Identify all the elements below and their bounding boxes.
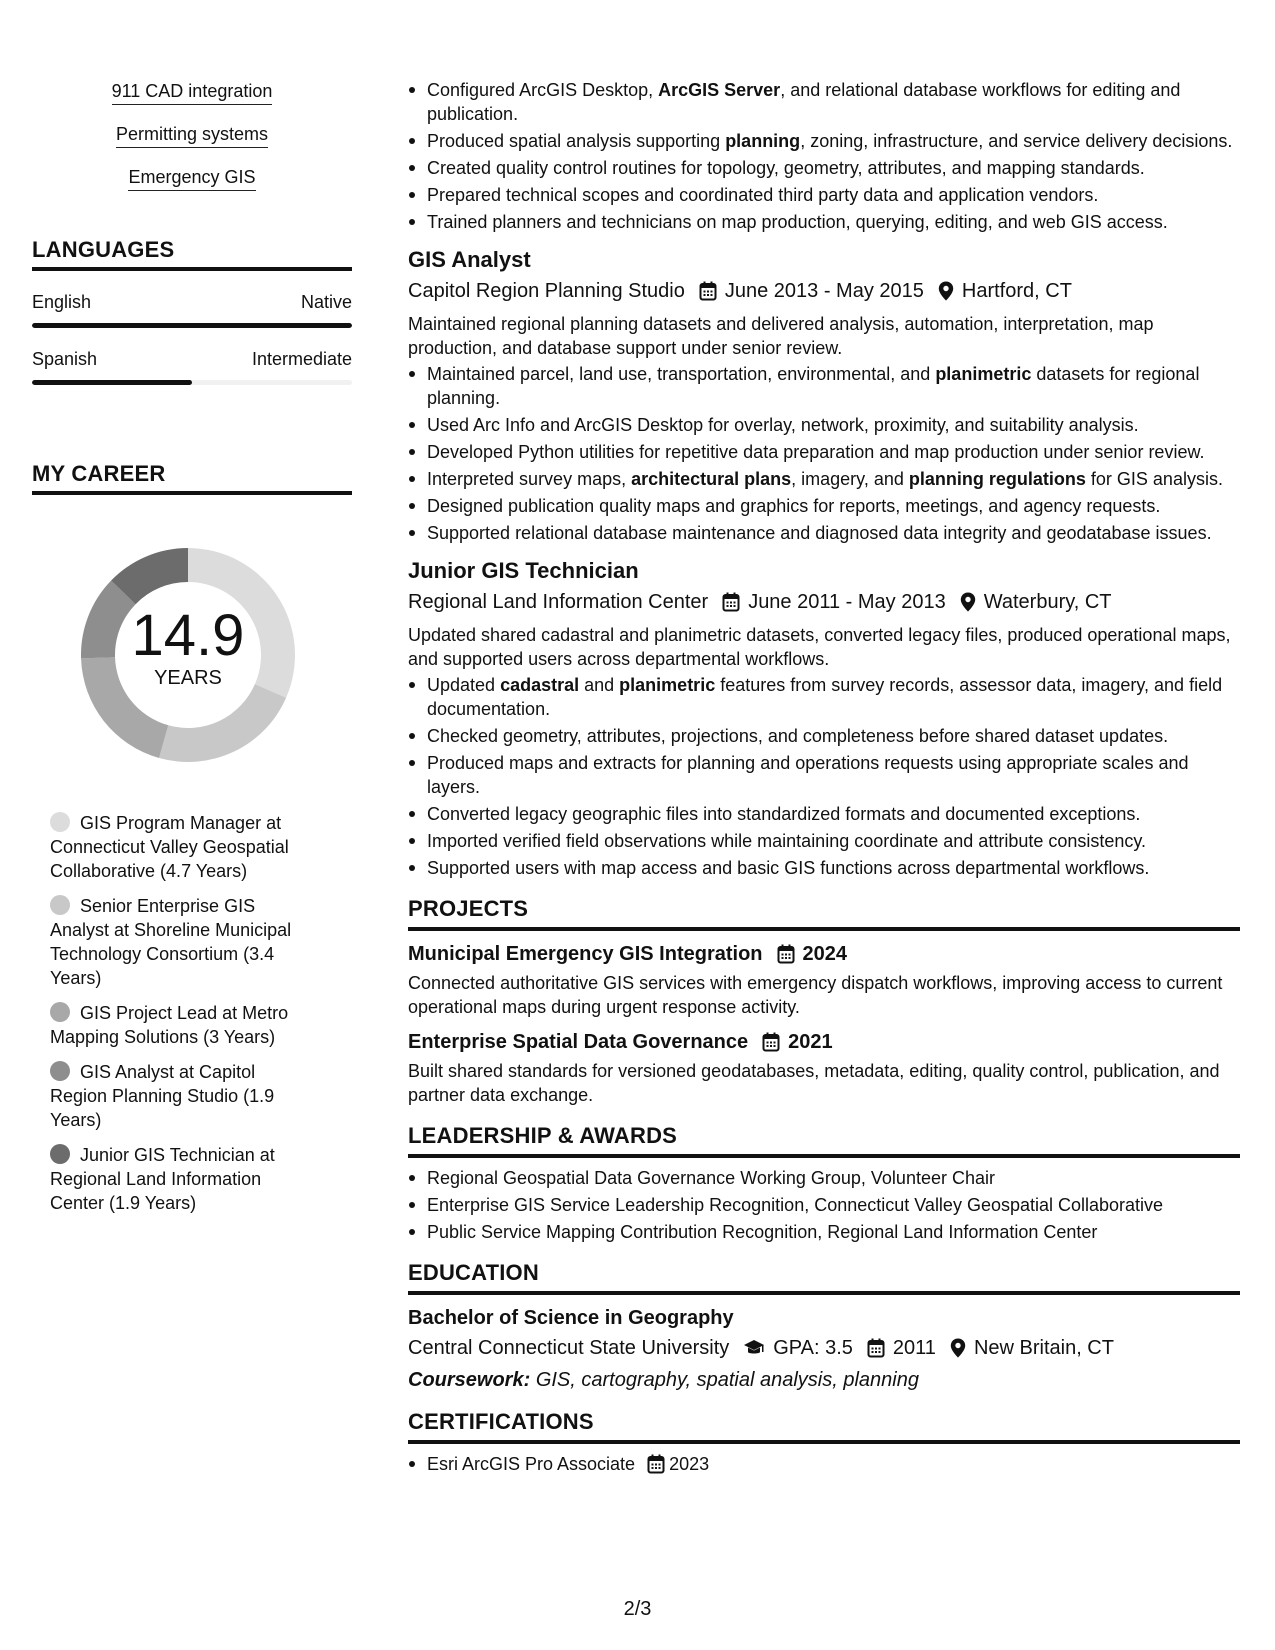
bullet-text: datasets for regional planning. <box>427 364 1200 408</box>
job-title: GIS Analyst <box>408 247 531 272</box>
career-donut-segment <box>159 684 286 762</box>
career-legend-label: GIS Project Lead at Metro Mapping Solutions (3 Years) <box>50 1003 289 1047</box>
bullet-text: , imagery, and <box>791 469 909 489</box>
bullet-text: , zoning, infrastructure, and service delivery decisions. <box>800 131 1233 151</box>
education-heading: EDUCATION <box>408 1260 1240 1295</box>
calendar-icon <box>867 1338 885 1358</box>
location-pin-icon <box>938 281 954 301</box>
job-entry <box>408 246 1240 545</box>
bullet-text: Developed Python utilities for repetitive data preparation and map production under senior review. <box>427 442 1205 462</box>
education-coursework <box>408 1367 1240 1393</box>
legend-dot-icon <box>50 895 70 915</box>
leadership-item: Public Service Mapping Contribution Recognition, Regional Land Information Center <box>408 1220 1240 1244</box>
bold-keyword: planning <box>725 131 801 151</box>
career-total-years: 14.9 <box>131 603 245 668</box>
language-proficiency-fill <box>32 323 352 328</box>
project-year: 2021 <box>788 1031 833 1053</box>
project-title <box>408 1029 1240 1055</box>
bullet-item <box>408 183 1240 207</box>
bullet-item <box>408 802 1240 826</box>
bullet-text: Interpreted survey maps, <box>427 469 632 489</box>
project-name: Municipal Emergency GIS Integration <box>408 943 763 965</box>
leadership-item: Enterprise GIS Service Leadership Recognition, Connecticut Valley Geospatial Collaborative <box>408 1193 1240 1217</box>
graduation-cap-icon <box>743 1339 765 1357</box>
bullet-text: Trained planners and technicians on map production, querying, editing, and web GIS access. <box>427 212 1168 232</box>
bullet-item <box>408 751 1240 799</box>
bullet-item <box>408 210 1240 234</box>
education-school: Central Connecticut State University <box>408 1337 730 1359</box>
bullet-item <box>408 362 1240 410</box>
bullet-text: Created quality control routines for topology, geometry, attributes, and mapping standards. <box>427 158 1145 178</box>
coursework-label: Coursework: <box>408 1369 531 1391</box>
education-location: New Britain, CT <box>973 1337 1114 1359</box>
bullet-item <box>408 673 1240 721</box>
job-dates: June 2013 - May 2015 <box>724 280 924 302</box>
calendar-icon <box>777 944 795 964</box>
experience-continued-bullets <box>408 78 1240 234</box>
job-summary: Maintained regional planning datasets and delivered analysis, automation, interpretation, map production, and database support under senior review. <box>408 314 1154 358</box>
career-legend-item <box>50 894 310 990</box>
certification-item <box>408 1452 1240 1476</box>
bullet-text: and <box>579 675 620 695</box>
career-heading: MY CAREER <box>32 461 352 495</box>
skill-item: 911 CAD integration <box>112 80 273 105</box>
bullet-text: Maintained parcel, land use, transportation, environmental, and <box>427 364 936 384</box>
career-legend-item <box>50 1143 310 1215</box>
bold-keyword: planning regulations <box>908 469 1086 489</box>
bullet-item <box>408 467 1240 491</box>
calendar-icon <box>699 281 717 301</box>
calendar-icon <box>762 1032 780 1052</box>
leadership-heading: LEADERSHIP & AWARDS <box>408 1123 1240 1158</box>
bullet-text: Produced spatial analysis supporting <box>427 131 726 151</box>
job-title: Junior GIS Technician <box>408 558 639 583</box>
career-legend-item <box>50 1001 310 1049</box>
project-title <box>408 941 1240 967</box>
language-level: Native <box>300 292 352 312</box>
career-legend-item <box>50 811 310 883</box>
bullet-text: for GIS analysis. <box>1085 469 1223 489</box>
certifications-heading: CERTIFICATIONS <box>408 1409 1240 1444</box>
job-company: Regional Land Information Center <box>408 591 709 613</box>
projects-list <box>408 941 1240 1107</box>
location-pin-icon <box>950 1338 966 1358</box>
bullet-item <box>408 413 1240 437</box>
career-legend-label: Junior GIS Technician at Regional Land Information Center (1.9 Years) <box>50 1145 275 1213</box>
leadership-list <box>408 1166 1240 1244</box>
bullet-item <box>408 494 1240 518</box>
language-name: Spanish <box>32 349 98 369</box>
bullet-text: Configured ArcGIS Desktop, <box>427 80 659 100</box>
bullet-text: Checked geometry, attributes, projections, and completeness before shared dataset updates. <box>427 726 1169 746</box>
project-name: Enterprise Spatial Data Governance <box>408 1031 749 1053</box>
education-year: 2011 <box>892 1337 936 1359</box>
education-meta <box>408 1335 1240 1361</box>
sidebar <box>32 80 352 1226</box>
language-text <box>32 348 352 370</box>
bullet-text: Converted legacy geographic files into standardized formats and documented exceptions. <box>427 804 1141 824</box>
certification-year: 2023 <box>669 1454 710 1474</box>
languages-section <box>32 237 352 385</box>
project-description: Connected authoritative GIS services with emergency dispatch workflows, improving access to current operational maps during urgent response activity. <box>408 973 1223 1017</box>
bullet-text: Designed publication quality maps and graphics for reports, meetings, and agency requests. <box>427 496 1161 516</box>
career-legend-label: GIS Program Manager at Connecticut Valley Geospatial Collaborative (4.7 Years) <box>50 813 289 881</box>
certifications-list <box>408 1452 1240 1476</box>
bullet-text: Supported users with map access and basic GIS functions across departmental workflows. <box>427 858 1150 878</box>
bold-keyword: planimetric <box>935 364 1032 384</box>
language-row <box>32 348 352 385</box>
experience-jobs <box>408 246 1240 880</box>
language-level: Intermediate <box>251 349 352 369</box>
career-legend-label: GIS Analyst at Capitol Region Planning Studio (1.9 Years) <box>50 1062 275 1130</box>
bullet-item <box>408 78 1240 126</box>
calendar-icon <box>647 1454 665 1474</box>
career-legend <box>50 811 310 1215</box>
language-proficiency-fill <box>32 380 192 385</box>
bullet-text: Updated <box>427 675 501 695</box>
job-location: Hartford, CT <box>961 280 1072 302</box>
job-entry <box>408 557 1240 880</box>
job-bullets <box>408 362 1240 545</box>
bold-keyword: cadastral <box>500 675 580 695</box>
certification-name: Esri ArcGIS Pro Associate <box>427 1454 636 1474</box>
skill-item: Emergency GIS <box>128 166 255 191</box>
bullet-item <box>408 440 1240 464</box>
career-years-unit: YEARS <box>154 667 222 689</box>
career-section <box>32 461 352 1215</box>
certification-line <box>427 1452 709 1476</box>
languages-heading: LANGUAGES <box>32 237 352 271</box>
page-number: 2/3 <box>623 1598 652 1620</box>
bullet-text: features from survey records, assessor data, imagery, and field documentation. <box>427 675 1223 719</box>
projects-heading: PROJECTS <box>408 896 1240 931</box>
bullet-text: Supported relational database maintenance and diagnosed data integrity and geodatabase issues. <box>427 523 1212 543</box>
main-column <box>408 78 1240 1479</box>
project-year: 2024 <box>802 943 848 965</box>
language-text <box>32 291 352 313</box>
bullet-item <box>408 521 1240 545</box>
skill-item: Permitting systems <box>116 123 268 148</box>
bullet-item <box>408 129 1240 153</box>
education-gpa: GPA: 3.5 <box>773 1337 853 1359</box>
bullet-item <box>408 856 1240 880</box>
bullet-text: , and relational database workflows for editing and publication. <box>427 80 1181 124</box>
bullet-text: Imported verified field observations while maintaining coordinate and attribute consistency. <box>427 831 1147 851</box>
bullet-text: Produced maps and extracts for planning and operations requests using appropriate scales and layers. <box>427 753 1189 797</box>
legend-dot-icon <box>50 1144 70 1164</box>
career-donut-chart <box>68 535 308 775</box>
bullet-item <box>408 829 1240 853</box>
job-dates: June 2011 - May 2013 <box>748 591 946 613</box>
job-location: Waterbury, CT <box>983 591 1112 613</box>
bullet-item <box>408 156 1240 180</box>
job-meta <box>408 589 1240 615</box>
coursework-text: GIS, cartography, spatial analysis, planning <box>535 1369 919 1391</box>
location-pin-icon <box>960 592 976 612</box>
career-legend-item <box>50 1060 310 1132</box>
legend-dot-icon <box>50 1061 70 1081</box>
leadership-item: Regional Geospatial Data Governance Working Group, Volunteer Chair <box>408 1166 1240 1190</box>
bold-keyword: planimetric <box>619 675 716 695</box>
bullet-item <box>408 724 1240 748</box>
calendar-icon <box>722 592 740 612</box>
skill-list <box>32 80 352 209</box>
language-proficiency-bar <box>32 380 352 385</box>
bullet-text: Used Arc Info and ArcGIS Desktop for overlay, network, proximity, and suitability analysis. <box>427 415 1139 435</box>
career-legend-label: Senior Enterprise GIS Analyst at Shoreline Municipal Technology Consortium (3.4 Years) <box>50 896 292 988</box>
language-proficiency-bar <box>32 323 352 328</box>
project-description: Built shared standards for versioned geodatabases, metadata, editing, quality control, publication, and partner data exchange. <box>408 1061 1220 1105</box>
job-summary: Updated shared cadastral and planimetric datasets, converted legacy files, produced operational maps, and supported users across departmental workflows. <box>408 625 1231 669</box>
job-company: Capitol Region Planning Studio <box>408 280 685 302</box>
language-name: English <box>32 292 92 312</box>
bold-keyword: architectural plans <box>631 469 792 489</box>
education-degree: Bachelor of Science in Geography <box>408 1307 734 1329</box>
legend-dot-icon <box>50 812 70 832</box>
bold-keyword: ArcGIS Server <box>658 80 781 100</box>
job-meta <box>408 278 1240 304</box>
language-row <box>32 291 352 328</box>
bullet-text: Prepared technical scopes and coordinated third party data and application vendors. <box>427 185 1099 205</box>
legend-dot-icon <box>50 1002 70 1022</box>
job-bullets <box>408 673 1240 880</box>
